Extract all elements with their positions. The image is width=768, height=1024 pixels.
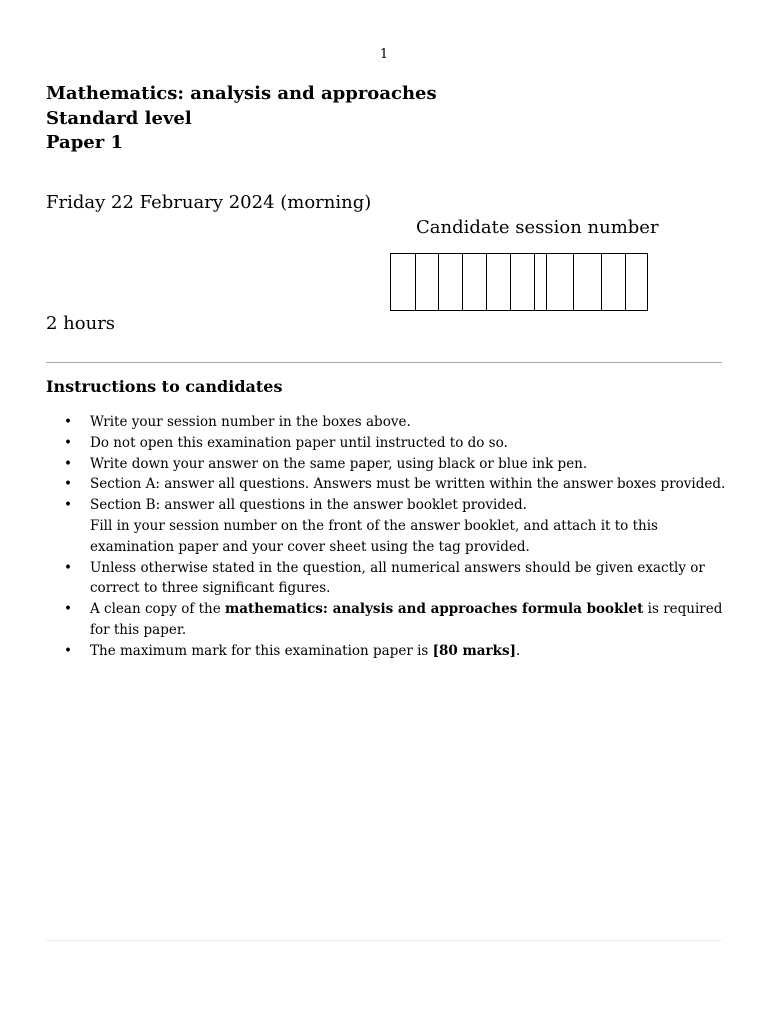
session-box-divider	[438, 254, 439, 310]
instruction-item	[62, 641, 730, 662]
bullet-icon: •	[64, 642, 72, 659]
bullet-icon: •	[64, 601, 72, 618]
instruction-text-post: .	[516, 642, 521, 659]
session-box-divider	[601, 254, 602, 310]
session-box-divider	[625, 254, 626, 310]
instruction-item	[62, 474, 730, 495]
title-block	[46, 82, 437, 156]
session-box-divider	[534, 254, 535, 310]
instructions-heading: Instructions to candidates	[46, 377, 283, 396]
session-box-divider	[573, 254, 574, 310]
instruction-text-pre: A clean copy of the	[90, 601, 226, 618]
footer-rule	[46, 940, 722, 941]
session-box-divider	[462, 254, 463, 310]
session-box-divider	[546, 254, 547, 310]
instruction-item	[62, 454, 730, 475]
page-number: 1	[379, 47, 389, 62]
divider-rule	[46, 362, 722, 363]
instruction-item	[62, 433, 730, 454]
session-box-divider	[486, 254, 487, 310]
level-title: Standard level	[46, 107, 192, 129]
bullet-icon: •	[64, 434, 72, 451]
session-box-divider	[510, 254, 511, 310]
instruction-continuation: examination paper and your cover sheet using the tag provided.	[90, 538, 530, 555]
instruction-text: Write down your answer on the same paper, using black or blue ink pen.	[90, 455, 588, 472]
instruction-text: Do not open this examination paper until instructed to do so.	[90, 434, 508, 451]
bullet-icon: •	[64, 414, 72, 430]
instructions-list	[62, 412, 730, 662]
instruction-text: Section B: answer all questions in the answer booklet provided.	[90, 497, 527, 514]
bullet-icon: •	[64, 455, 72, 472]
instruction-item	[62, 599, 730, 641]
paper-title: Paper 1	[46, 132, 124, 153]
bullet-icon: •	[64, 497, 72, 514]
instruction-text: Write your session number in the boxes above.	[90, 414, 411, 430]
instruction-text-post: is required for this paper.	[90, 601, 723, 638]
session-number-boxes[interactable]	[390, 253, 648, 311]
max-marks: [80 marks]	[432, 642, 516, 659]
instruction-item	[62, 558, 730, 600]
instruction-text: Unless otherwise stated in the question, all numerical answers should be given exactly or correct to three significant figures.	[90, 559, 705, 597]
instruction-text: Section A: answer all questions. Answers must be written within the answer boxes provided.	[90, 476, 726, 493]
instruction-item	[62, 412, 730, 433]
formula-booklet-name: mathematics: analysis and approaches formula booklet	[225, 601, 644, 618]
exam-date: Friday 22 February 2024 (morning)	[46, 192, 372, 213]
subject-title: Mathematics: analysis and approaches	[46, 83, 437, 104]
instruction-item	[62, 495, 730, 557]
bullet-icon: •	[64, 559, 72, 576]
instruction-continuation: Fill in your session number on the front of the answer booklet, and attach it to this	[90, 517, 658, 534]
session-box-divider	[415, 254, 416, 310]
bullet-icon: •	[64, 476, 72, 493]
exam-duration: 2 hours	[46, 313, 116, 334]
instruction-text-pre: The maximum mark for this examination paper is	[90, 642, 433, 659]
session-number-label: Candidate session number	[416, 217, 659, 238]
